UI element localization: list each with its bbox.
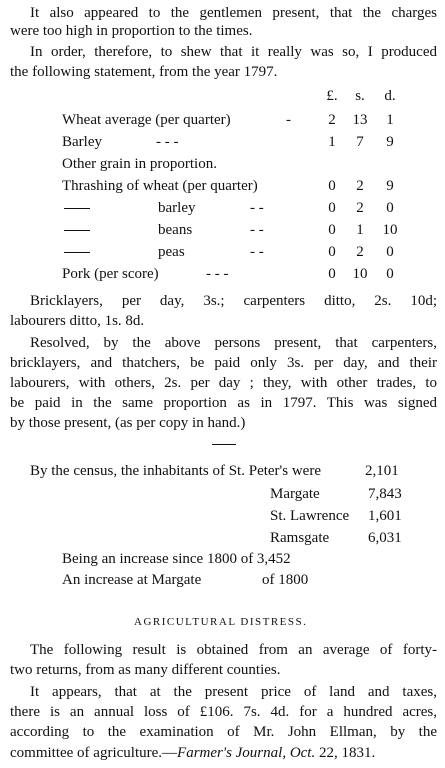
row-label-thrashing-beans: beans [158, 222, 193, 238]
citation-dash: — [162, 745, 178, 761]
census-value-margate: 7,843 [368, 486, 402, 502]
intro-line-4: the following statement, from the year 1797. [10, 64, 278, 80]
row-shillings-thrashing-barley: 2 [356, 200, 364, 216]
census-intro: By the census, the inhabitants of St. Peter's were [30, 463, 321, 479]
census-place-ramsgate: Ramsgate [270, 530, 330, 546]
distress-line-3: It appears, that at the present price of land and taxes, [30, 684, 437, 700]
resolved-line-3: labourers, with others, 2s. per day ; they, with other trades, to [10, 375, 437, 391]
row-label-thrashing-barley: barley [158, 200, 196, 216]
ditto-dash-barley [64, 208, 90, 209]
row-pounds-wheat: 2 [328, 112, 336, 128]
section-heading: AGRICULTURAL DISTRESS. [134, 616, 308, 628]
row-pounds-barley: 1 [328, 134, 336, 150]
row-shillings-thrashing-peas: 2 [356, 244, 364, 260]
census-place-st-lawrence: St. Lawrence [270, 508, 350, 524]
section-separator [212, 444, 236, 445]
row-dots-wheat: - [286, 112, 291, 128]
row-pounds-thrashing-beans: 0 [328, 222, 336, 238]
row-pence-thrashing-peas: 0 [386, 244, 394, 260]
distress-line-6 [10, 743, 375, 763]
intro-line-1: It also appeared to the gentlemen present, that the charges [30, 5, 437, 21]
row-pounds-thrashing-peas: 0 [328, 244, 336, 260]
resolved-line-5: by those present, (as per copy in hand.) [10, 415, 246, 431]
intro-line-2: were too high in proportion to the times. [10, 23, 253, 39]
row-pounds-pork: 0 [328, 266, 336, 282]
wages-line-2: labourers ditto, 1s. 8d. [10, 313, 145, 329]
row-shillings-pork: 10 [352, 266, 368, 282]
row-dots-thrashing-peas: - - [250, 244, 264, 260]
row-shillings-thrashing-wheat: 2 [356, 178, 364, 194]
row-label-thrashing-peas: peas [158, 244, 185, 260]
census-value-st-peters: 2,101 [365, 463, 399, 479]
row-label-pork: Pork (per score) [62, 266, 159, 282]
citation-date: 22, 1831. [318, 745, 376, 761]
resolved-line-2: bricklayers, and thatchers, be paid only 3s. per day, and their [10, 355, 437, 371]
census-place-margate: Margate [270, 486, 320, 502]
census-value-ramsgate: 6,031 [368, 530, 402, 546]
distress-line-2: two returns, from as many different counties. [10, 662, 281, 678]
row-shillings-thrashing-beans: 1 [356, 222, 364, 238]
row-dots-pork: - - - [206, 266, 229, 282]
distress-final-text: committee of agriculture. [10, 745, 163, 761]
row-pence-thrashing-wheat: 9 [386, 178, 394, 194]
resolved-line-1: Resolved, by the above persons present, that carpenters, [30, 335, 437, 351]
citation-source: Farmer's Journal, Oct. [177, 745, 316, 761]
row-label-barley: Barley [62, 134, 102, 150]
row-pence-pork: 0 [386, 266, 394, 282]
row-label-thrashing-wheat: Thrashing of wheat (per quarter) [62, 178, 258, 194]
census-value-st-lawrence: 1,601 [368, 508, 402, 524]
row-dots-thrashing-beans: - - [250, 222, 264, 238]
distress-line-4: there is an annual loss of £106. 7s. 4d. for a hundred acres, [10, 704, 437, 720]
wages-line-1: Bricklayers, per day, 3s.; carpenters ditto, 2s. 10d; [30, 293, 437, 309]
intro-line-3: In order, therefore, to shew that it really was so, I produced [30, 44, 437, 60]
resolved-line-4: be paid in the same proportion as in 1797. This was signed [10, 395, 437, 411]
header-pence: d. [384, 88, 396, 104]
row-pence-wheat: 1 [386, 112, 394, 128]
distress-line-1: The following result is obtained from an average of forty- [30, 642, 437, 658]
row-pence-thrashing-barley: 0 [386, 200, 394, 216]
row-dots-thrashing-barley: - - [250, 200, 264, 216]
ditto-dash-peas [64, 252, 90, 253]
row-pounds-thrashing-barley: 0 [328, 200, 336, 216]
row-shillings-barley: 7 [356, 134, 364, 150]
census-increase-margate-label: An increase at Margate [62, 572, 202, 588]
row-pounds-thrashing-wheat: 0 [328, 178, 336, 194]
row-label-other-grain: Other grain in proportion. [62, 156, 217, 172]
row-label-wheat: Wheat average (per quarter) [62, 112, 231, 128]
row-dots-barley: - - - [156, 134, 179, 150]
row-pence-thrashing-beans: 10 [382, 222, 398, 238]
census-increase-margate-value: of 1800 [262, 572, 309, 588]
distress-line-5: according to the examination of Mr. John Ellman, by the [10, 724, 437, 740]
row-pence-barley: 9 [386, 134, 394, 150]
header-shillings: s. [355, 88, 365, 104]
row-shillings-wheat: 13 [352, 112, 368, 128]
header-pounds: £. [326, 88, 338, 104]
census-increase-since-1800: Being an increase since 1800 of 3,452 [62, 551, 291, 567]
ditto-dash-beans [64, 230, 90, 231]
